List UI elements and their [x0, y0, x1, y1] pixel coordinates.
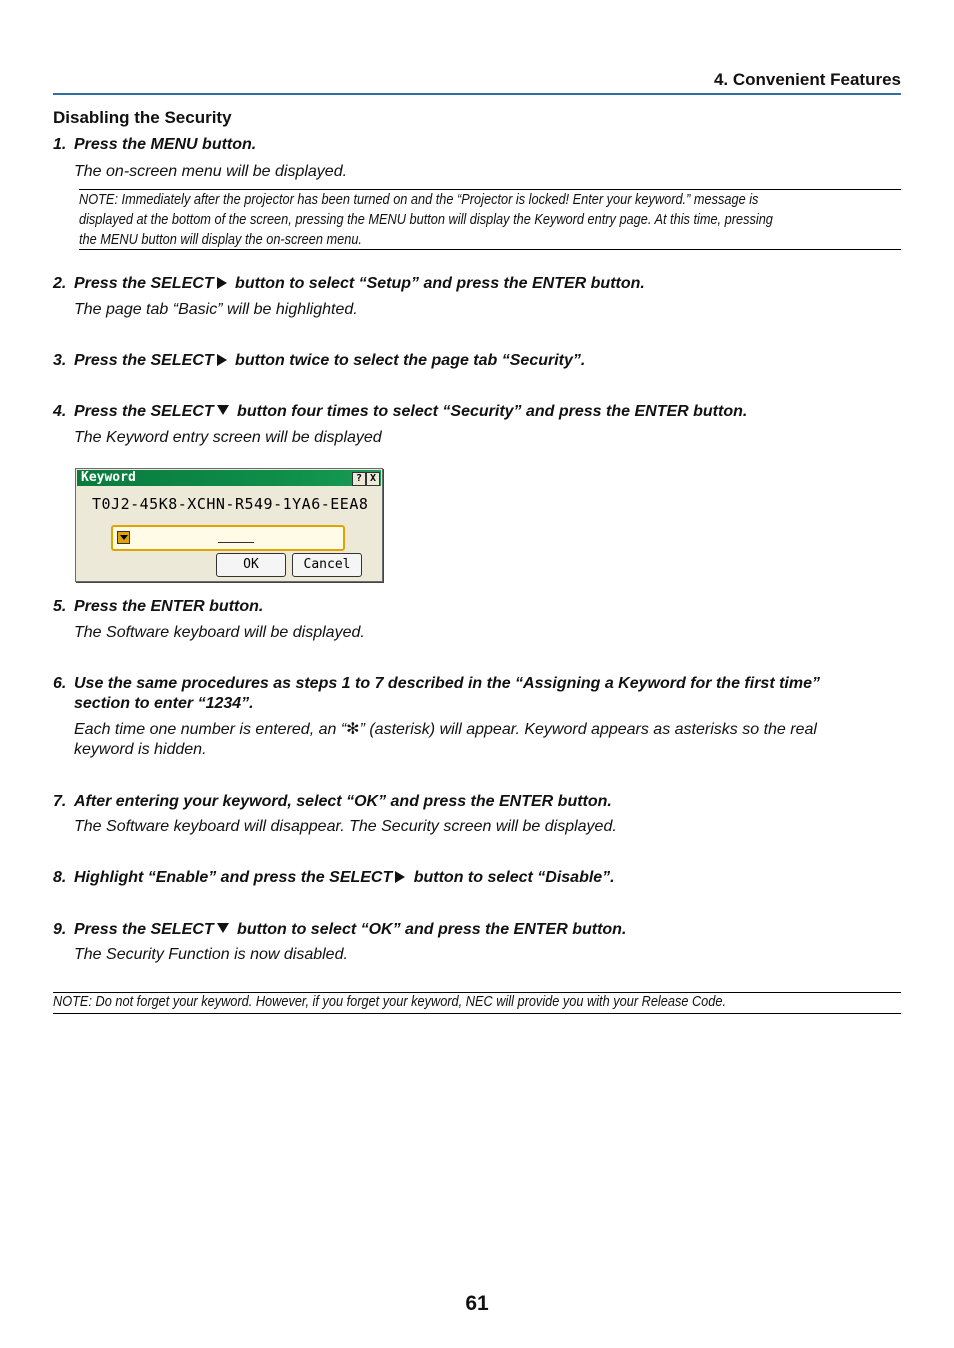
- step-8: 8. Highlight “Enable” and press the SELECT button to select “Disable”.: [53, 869, 615, 886]
- step-2: 2. Press the SELECT button to select “Setup” and press the ENTER button.: [53, 275, 645, 292]
- keyword-code: T0J2-45K8-XCHN-R549-1YA6-EEA8: [92, 495, 369, 513]
- keyword-input[interactable]: [111, 525, 345, 551]
- help-icon[interactable]: ?: [352, 472, 366, 486]
- step-7: 7. After entering your keyword, select “OK” and press the ENTER button.: [53, 793, 612, 810]
- keyword-dialog: [75, 468, 383, 582]
- step-4: 4. Press the SELECT button four times to select “Security” and press the ENTER button.: [53, 403, 748, 420]
- triangle-right-icon: [217, 277, 227, 289]
- step-3: 3. Press the SELECT button twice to select the page tab “Security”.: [53, 352, 586, 369]
- dropdown-arrow-icon[interactable]: [117, 531, 130, 544]
- step-6-desc: Each time one number is entered, an “✻” (asterisk) will appear. Keyword appears as asterisks so the real keyword is hidden.: [74, 721, 817, 758]
- dialog-title: Keyword: [81, 470, 136, 485]
- step-6: 6. Use the same procedures as steps 1 to 7 described in the “Assigning a Keyword for the first time” section to enter “1234”.: [53, 675, 820, 712]
- step-9-desc: The Security Function is now disabled.: [74, 946, 348, 963]
- asterisk-icon: ✻: [346, 721, 360, 738]
- triangle-down-icon: [217, 923, 229, 933]
- step-2-desc: The page tab “Basic” will be highlighted.: [74, 301, 358, 318]
- chapter-title: 4. Convenient Features: [713, 70, 901, 89]
- step-1: 1. Press the MENU button.: [53, 136, 257, 153]
- close-icon[interactable]: X: [366, 472, 380, 486]
- note-keyword: NOTE: Do not forget your keyword. However, if you forget your keyword, NEC will provide you with your Release Code.: [53, 992, 901, 1014]
- step-1-desc: The on-screen menu will be displayed.: [74, 163, 348, 180]
- ok-button[interactable]: OK: [216, 553, 286, 577]
- page-number: 61: [465, 1292, 489, 1315]
- section-title: Disabling the Security: [53, 108, 232, 127]
- header-rule: [53, 93, 901, 95]
- step-7-desc: The Software keyboard will disappear. The Security screen will be displayed.: [74, 818, 617, 835]
- triangle-right-icon: [217, 354, 227, 366]
- triangle-right-icon: [395, 871, 405, 883]
- step-5: 5. Press the ENTER button.: [53, 598, 264, 615]
- dialog-titlebar: [77, 470, 381, 486]
- step-5-desc: The Software keyboard will be displayed.: [74, 624, 365, 641]
- cancel-button[interactable]: Cancel: [292, 553, 362, 577]
- input-cursor: [218, 542, 254, 543]
- triangle-down-icon: [217, 405, 229, 415]
- note-menu: NOTE: Immediately after the projector has been turned on and the “Projector is locked! Enter your keyword.” message is displayed at the bottom of the screen, pressing the MENU button will display the Keyword entry page. At this time, pressing the MENU button will display the on-screen menu.: [79, 189, 901, 250]
- step-4-desc: The Keyword entry screen will be displayed: [74, 429, 382, 446]
- step-9: 9. Press the SELECT button to select “OK” and press the ENTER button.: [53, 921, 627, 938]
